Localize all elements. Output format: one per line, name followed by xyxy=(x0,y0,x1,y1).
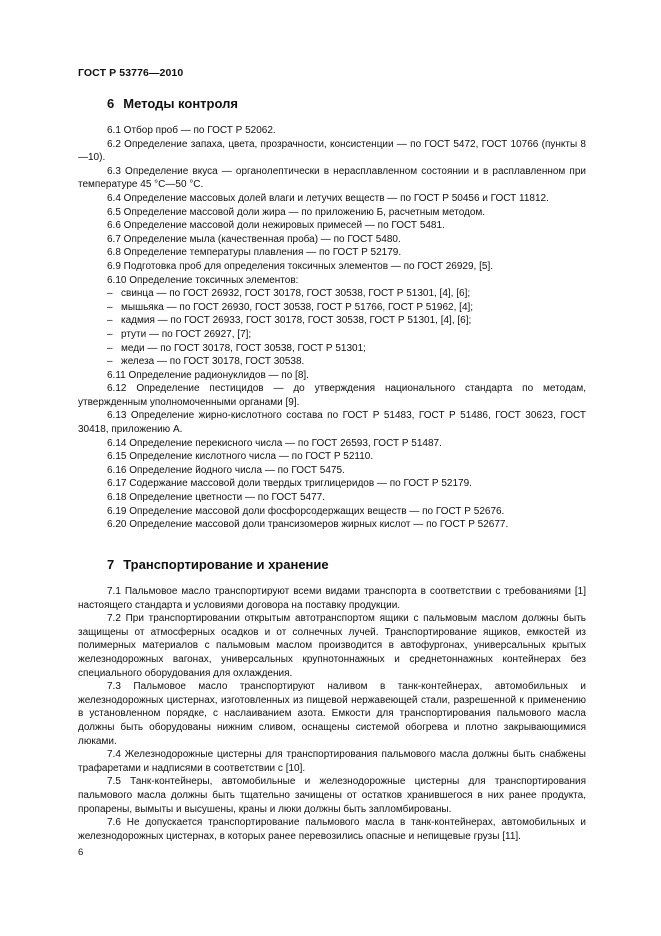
list-dash: – xyxy=(107,342,113,354)
section-6-number: 6 xyxy=(107,96,115,111)
section-6-body xyxy=(78,124,586,532)
page-number: 6 xyxy=(78,847,84,858)
list-item-text: свинца — по ГОСТ 26932, ГОСТ 30178, ГОСТ 30538, ГОСТ Р 51301, [4], [6]; xyxy=(121,288,471,300)
list-item xyxy=(78,287,586,301)
clause-paragraph: 6.16 Определение йодного числа — по ГОСТ 5475. xyxy=(107,464,345,476)
clause-paragraph: 6.19 Определение массовой доли фосфорсодержащих веществ — по ГОСТ Р 52676. xyxy=(107,505,505,517)
clause-paragraph: 7.4 Железнодорожные цистерны для транспортирования пальмового масла должны быть снабжены трафаретами и надписями в соответствии с [10]. xyxy=(78,749,586,774)
clause-paragraph: 6.8 Определение температуры плавления — по ГОСТ Р 52179. xyxy=(107,247,402,259)
clause-paragraph: 6.4 Определение массовых долей влаги и летучих веществ — по ГОСТ Р 50456 и ГОСТ 11812. xyxy=(107,192,549,204)
clause-paragraph: 6.20 Определение массовой доли трансизомеров жирных кислот — по ГОСТ Р 52677. xyxy=(107,519,509,531)
clause-paragraph: 7.3 Пальмовое масло транспортируют наливом в танк-контейнерах, автомобильных и железнодорожных цистернах, изготовленных из пищевой нержавеющей стали, разрешенной к применению в установленном порядке, с наслаиванием азота. Емкости для транспортирования пальмового масла должны быть оборудованы нижним сливом, оснащены системой обогрева и плотно закрывающимися люками. xyxy=(78,681,586,747)
list-dash: – xyxy=(107,356,113,368)
clause-paragraph: 6.18 Определение цветности — по ГОСТ 5477. xyxy=(107,492,325,504)
clause-paragraph: 6.13 Определение жирно-кислотного состава по ГОСТ Р 51483, ГОСТ Р 51486, ГОСТ 30623, ГОСТ 30418, приложению А. xyxy=(78,410,586,436)
list-item-text: железа — по ГОСТ 30178, ГОСТ 30538. xyxy=(121,356,305,368)
list-item xyxy=(78,301,586,315)
clause-paragraph: 7.2 При транспортировании открытым автотранспортом ящики с пальмовым маслом должны быть защищены от атмосферных осадков и от солнечных лучей. Транспортирование ящиков, емкостей из полимерных материалов с пальмовым маслом производится в автофургонах, универсальных крытых железнодорожных вагонах, универсальных крупнотоннажных и среднетоннажных контейнерах без специального оборудования для охлаждения. xyxy=(78,613,586,679)
clause-paragraph: 6.9 Подготовка проб для определения токсичных элементов — по ГОСТ 26929, [5]. xyxy=(107,260,494,272)
list-dash: – xyxy=(107,301,113,313)
section-7-number: 7 xyxy=(107,557,115,572)
list-dash: – xyxy=(107,328,113,340)
clause-paragraph: 6.11 Определение радионуклидов — по [8]. xyxy=(107,369,309,381)
clause-paragraph: 6.6 Определение массовой доли нежировых примесей — по ГОСТ 5481. xyxy=(107,220,445,232)
clause-paragraph: 7.1 Пальмовое масло транспортируют всеми видами транспорта в соответствии с требованиями [1] настоящего стандарта и условиями договора на поставку продукции. xyxy=(78,586,586,611)
clause-paragraph: 6.2 Определение запаха, цвета, прозрачности, консистенции — по ГОСТ 5472, ГОСТ 10766 (пункты 8—10). xyxy=(78,138,586,164)
clause-paragraph: 7.6 Не допускается транспортирование пальмового масла в танк-контейнерах, автомобильных и железнодорожных цистернах, в которых ранее перевозились опасные и непищевые грузы [11]. xyxy=(78,817,586,842)
list-dash: – xyxy=(107,288,113,300)
section-7-title: Транспортирование и хранение xyxy=(123,557,329,572)
clause-paragraph: 6.7 Определение мыла (качественная проба) — по ГОСТ 5480. xyxy=(107,233,401,245)
list-item-text: мышьяка — по ГОСТ 26930, ГОСТ 30538, ГОСТ Р 51766, ГОСТ Р 51962, [4]; xyxy=(121,301,474,313)
section-6-title: Методы контроля xyxy=(123,96,238,111)
section-7-heading xyxy=(107,557,329,572)
list-item xyxy=(78,342,586,356)
list-item-text: ртути — по ГОСТ 26927, [7]; xyxy=(121,328,252,340)
clause-paragraph: 6.17 Содержание массовой доли твердых триглицеридов — по ГОСТ Р 52179. xyxy=(107,478,472,490)
list-item-text: кадмия — по ГОСТ 26933, ГОСТ 30178, ГОСТ 30538, ГОСТ Р 51301, [4], [6]; xyxy=(121,315,472,327)
document-header: ГОСТ Р 53776—2010 xyxy=(78,67,184,79)
clause-paragraph: 6.12 Определение пестицидов — до утверждения национального стандарта по методам, утвержденным уполномоченными органами [9]. xyxy=(78,383,586,408)
section-6-heading xyxy=(107,96,238,111)
list-item-text: меди — по ГОСТ 30178, ГОСТ 30538, ГОСТ Р 51301; xyxy=(121,342,366,354)
clause-paragraph: 6.14 Определение перекисного числа — по ГОСТ 26593, ГОСТ Р 51487. xyxy=(107,437,442,449)
section-7-body xyxy=(78,585,586,843)
clause-paragraph: 6.5 Определение массовой доли жира — по приложению Б, расчетным методом. xyxy=(107,206,486,218)
list-item xyxy=(78,355,586,369)
list-item xyxy=(78,314,586,328)
clause-paragraph: 6.10 Определение токсичных элементов: xyxy=(107,274,299,286)
list-item xyxy=(78,328,586,342)
clause-paragraph: 6.15 Определение кислотного числа — по ГОСТ Р 52110. xyxy=(107,451,374,463)
clause-paragraph: 7.5 Танк-контейнеры, автомобильные и железнодорожные цистерны для транспортирования пальмового масла должны быть тщательно зачищены от остатков хранившегося в них ранее продукта, пропарены, вымыты и высушены, краны и люки должны быть запломбированы. xyxy=(78,776,586,815)
list-dash: – xyxy=(107,315,113,327)
clause-paragraph: 6.1 Отбор проб — по ГОСТ Р 52062. xyxy=(107,125,276,136)
clause-paragraph: 6.3 Определение вкуса — органолептически в нерасплавленном состоянии и в расплавленном при температуре 45 °С—50 °С. xyxy=(78,165,586,191)
